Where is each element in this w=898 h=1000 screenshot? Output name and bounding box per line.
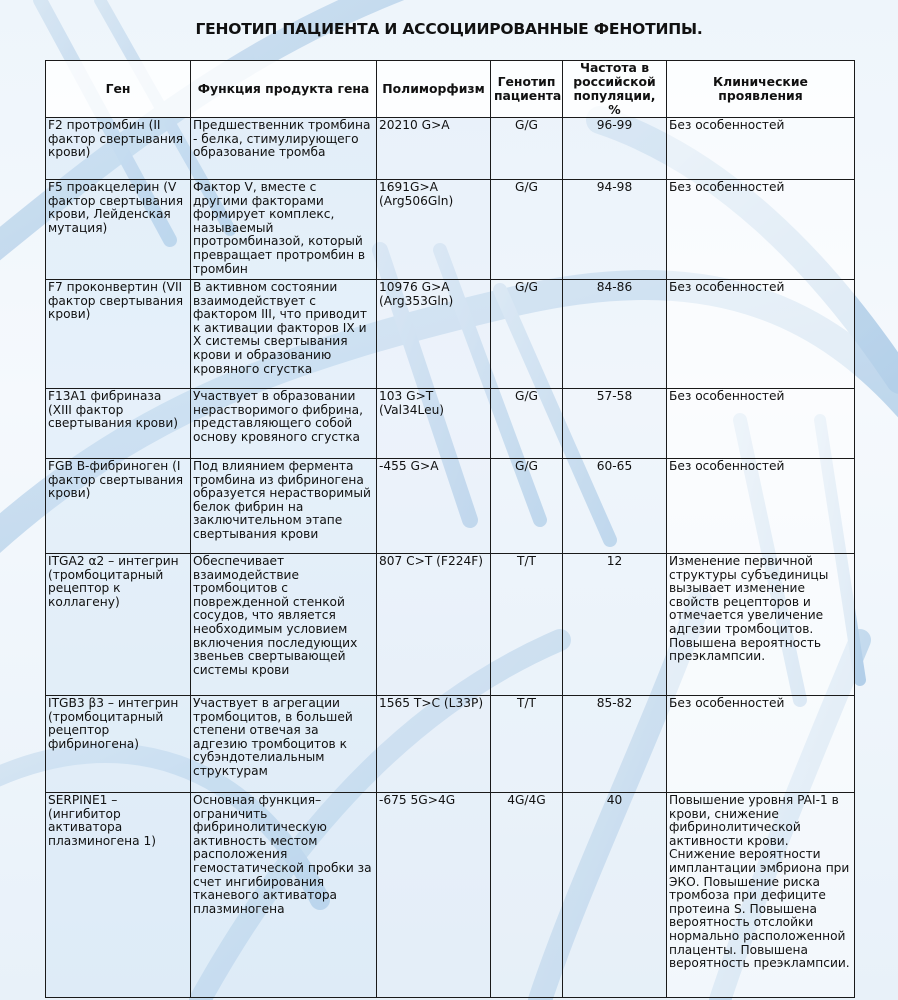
table-row bbox=[46, 180, 855, 280]
table-row bbox=[46, 280, 855, 389]
cell-frequency: 12 bbox=[563, 554, 667, 696]
cell-genotype: G/G bbox=[491, 389, 563, 459]
cell-frequency: 60-65 bbox=[563, 459, 667, 554]
cell-polymorphism: -455 G>A bbox=[377, 459, 491, 554]
cell-gene: FGB B-фибриноген (I фактор свертывания крови) bbox=[46, 459, 191, 554]
cell-gene: F13A1 фибриназа (XIII фактор свертывания крови) bbox=[46, 389, 191, 459]
header-frequency: Частота в российской популяции, % bbox=[563, 61, 667, 118]
cell-gene: ITGB3 β3 – интегрин (тромбоцитарный рецептор фибриногена) bbox=[46, 696, 191, 793]
cell-polymorphism: 807 C>T (F224F) bbox=[377, 554, 491, 696]
header-polymorphism: Полиморфизм bbox=[377, 61, 491, 118]
cell-gene: SERPINE1 – (ингибитор активатора плазминогена 1) bbox=[46, 793, 191, 998]
cell-frequency: 40 bbox=[563, 793, 667, 998]
table-row bbox=[46, 793, 855, 998]
cell-genotype: 4G/4G bbox=[491, 793, 563, 998]
cell-function: Участвует в агрегации тромбоцитов, в большей степени отвечая за адгезию тромбоцитов к субэндотелиальным структурам bbox=[191, 696, 377, 793]
header-clinical: Клинические проявления bbox=[667, 61, 855, 118]
header-gene: Ген bbox=[46, 61, 191, 118]
cell-function: Обеспечивает взаимодействие тромбоцитов с поврежденной стенкой сосудов, что является необходимым условием включения последующих звеньев свертывающей системы крови bbox=[191, 554, 377, 696]
cell-clinical: Без особенностей bbox=[667, 180, 855, 280]
cell-function: Предшественник тромбина - белка, стимулирующего образование тромба bbox=[191, 118, 377, 180]
cell-gene: F5 проакцелерин (V фактор свертывания крови, Лейденская мутация) bbox=[46, 180, 191, 280]
table-row bbox=[46, 459, 855, 554]
cell-clinical: Без особенностей bbox=[667, 118, 855, 180]
cell-gene: ITGA2 α2 – интегрин (тромбоцитарный рецептор к коллагену) bbox=[46, 554, 191, 696]
cell-genotype: G/G bbox=[491, 459, 563, 554]
cell-function: Фактор V, вместе с другими факторами формирует комплекс, называемый протромбиназой, который превращает протромбин в тромбин bbox=[191, 180, 377, 280]
cell-polymorphism: 103 G>T (Val34Leu) bbox=[377, 389, 491, 459]
cell-polymorphism: 1691G>A (Arg506Gln) bbox=[377, 180, 491, 280]
cell-genotype: G/G bbox=[491, 118, 563, 180]
cell-frequency: 96-99 bbox=[563, 118, 667, 180]
cell-polymorphism: 20210 G>A bbox=[377, 118, 491, 180]
table-header-row bbox=[46, 61, 855, 118]
table-row bbox=[46, 118, 855, 180]
header-genotype: Генотип пациента bbox=[491, 61, 563, 118]
cell-clinical: Без особенностей bbox=[667, 389, 855, 459]
cell-polymorphism: -675 5G>4G bbox=[377, 793, 491, 998]
page-title: ГЕНОТИП ПАЦИЕНТА И АССОЦИИРОВАННЫЕ ФЕНОТИПЫ. bbox=[195, 20, 703, 38]
cell-genotype: T/T bbox=[491, 696, 563, 793]
genotype-table bbox=[45, 60, 855, 998]
table-row bbox=[46, 696, 855, 793]
cell-function: В активном состоянии взаимодействует с фактором III, что приводит к активации факторов IX и X системы свертывания крови и образованию кровяного сгустка bbox=[191, 280, 377, 389]
cell-function: Участвует в образовании нерастворимого фибрина, представляющего собой основу кровяного сгустка bbox=[191, 389, 377, 459]
cell-polymorphism: 1565 T>C (L33P) bbox=[377, 696, 491, 793]
table-row bbox=[46, 389, 855, 459]
cell-gene: F2 протромбин (II фактор свертывания крови) bbox=[46, 118, 191, 180]
cell-clinical: Без особенностей bbox=[667, 459, 855, 554]
cell-frequency: 85-82 bbox=[563, 696, 667, 793]
cell-function: Под влиянием фермента тромбина из фибриногена образуется нерастворимый белок фибрин на заключительном этапе свертывания крови bbox=[191, 459, 377, 554]
header-function: Функция продукта гена bbox=[191, 61, 377, 118]
cell-frequency: 84-86 bbox=[563, 280, 667, 389]
table-row bbox=[46, 554, 855, 696]
cell-clinical: Без особенностей bbox=[667, 696, 855, 793]
cell-polymorphism: 10976 G>A (Arg353Gln) bbox=[377, 280, 491, 389]
cell-frequency: 94-98 bbox=[563, 180, 667, 280]
cell-gene: F7 проконвертин (VII фактор свертывания крови) bbox=[46, 280, 191, 389]
cell-genotype: T/T bbox=[491, 554, 563, 696]
cell-genotype: G/G bbox=[491, 280, 563, 389]
cell-frequency: 57-58 bbox=[563, 389, 667, 459]
cell-clinical: Без особенностей bbox=[667, 280, 855, 389]
cell-clinical: Повышение уровня PAI-1 в крови, снижение фибринолитической активности крови. Снижение вероятности имплантации эмбриона при ЭКО. Повышение риска тромбоза при дефиците протеина S. Повышена вероятность отслойки нормально расположенной плаценты. Повышена вероятность преэклампсии. bbox=[667, 793, 855, 998]
cell-genotype: G/G bbox=[491, 180, 563, 280]
cell-function: Основная функция– ограничить фибринолитическую активность местом расположения гемостатической пробки за счет ингибирования тканевого активатора плазминогена bbox=[191, 793, 377, 998]
cell-clinical: Изменение первичной структуры субъединицы вызывает изменение свойств рецепторов и отмечается увеличение адгезии тромбоцитов. Повышена вероятность преэклампсии. bbox=[667, 554, 855, 696]
